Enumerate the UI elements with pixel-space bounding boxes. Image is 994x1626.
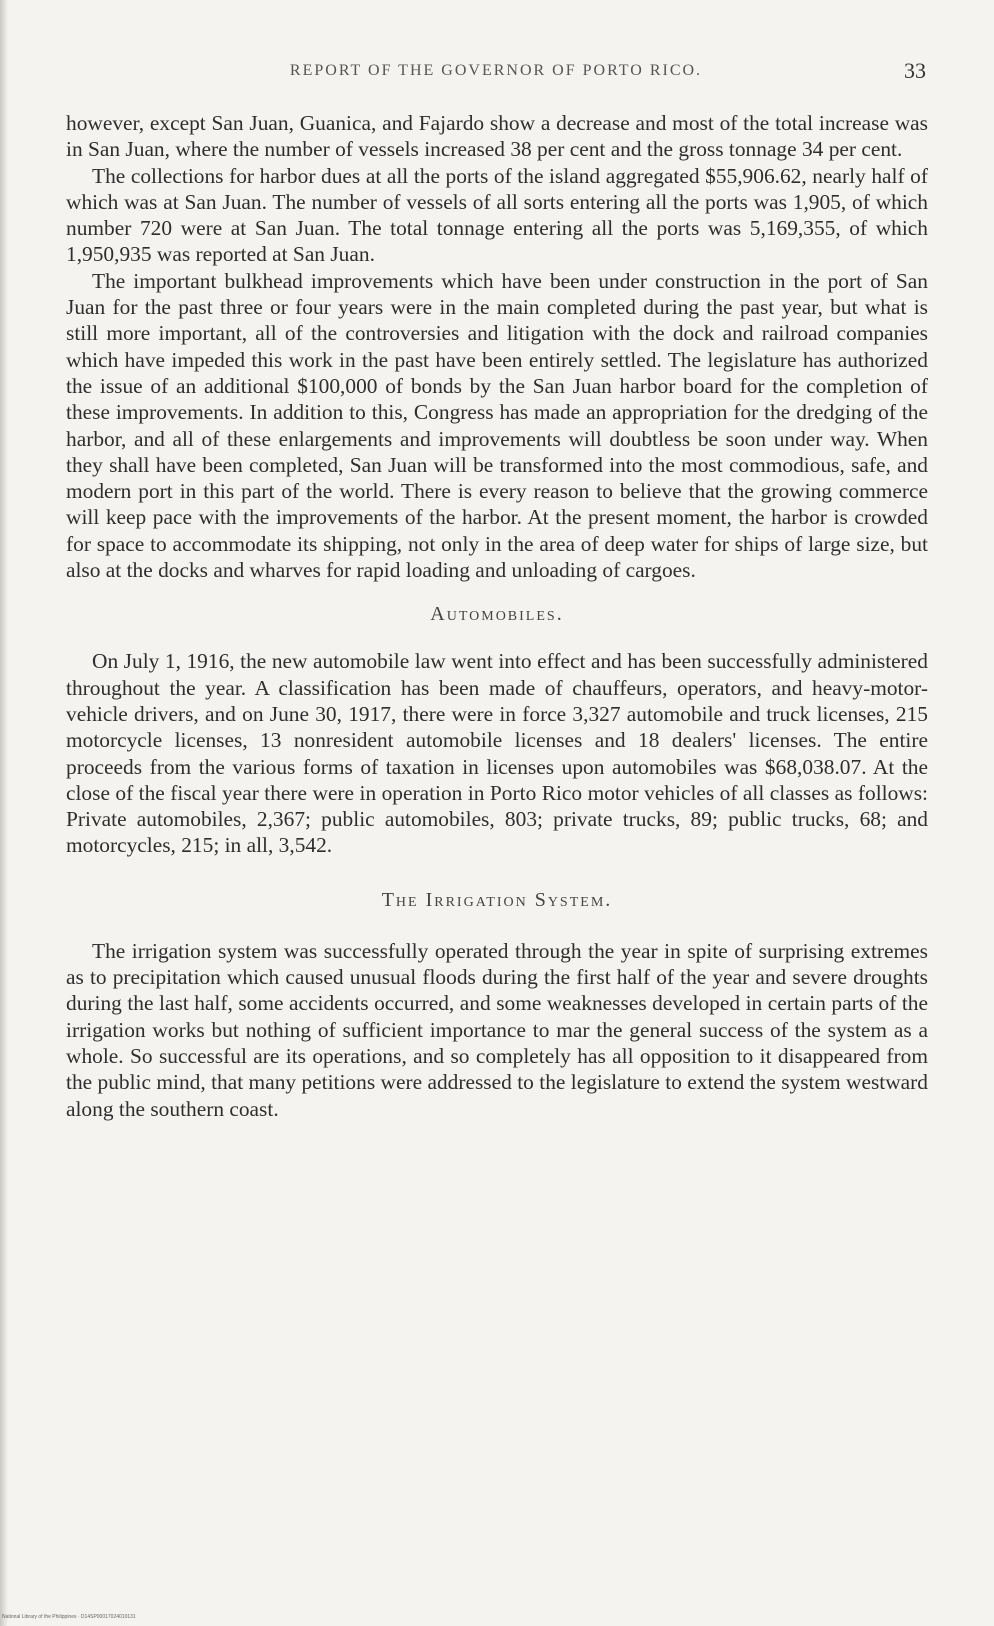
- paragraph-automobiles: On July 1, 1916, the new automobile law went into effect and has been successfully administered throughout the year. A classification has been made of chauffeurs, operators, and heavy-motor-vehicle drivers, and on June 30, 1917, there were in force 3,327 automobile and truck licenses, 215 motorcycle licenses, 13 nonresident automobile licenses and 18 dealers' licenses. The entire proceeds from the various forms of taxation in licenses upon automobiles was $68,038.07. At the close of the fiscal year there were in operation in Porto Rico motor vehicles of all classes as follows: Private automobiles, 2,367; public automobiles, 803; private trucks, 89; public trucks, 68; and motorcycles, 215; in all, 3,542.: [66, 649, 928, 858]
- footer-credit: National Library of the Philippines · D14SP00017024010131: [2, 1614, 136, 1620]
- body-text: [66, 110, 928, 1122]
- paragraph-bulkhead-improvements: The important bulkhead improvements which have been under construction in the port of San Juan for the past three or four years were in the main completed during the past year, but what is still more important, all of the controversies and litigation with the dock and railroad companies which have impeded this work in the past have been entirely settled. The legislature has authorized the issue of an additional $100,000 of bonds by the San Juan harbor board for the completion of these improvements. In addition to this, Congress has made an appropriation for the dredging of the harbor, and all of these enlargements and improvements will doubtless be soon under way. When they shall have been completed, San Juan will be transformed into the most commodious, safe, and modern port in this part of the world. There is every reason to believe that the growing commerce will keep pace with the improvements of the harbor. At the present moment, the harbor is crowded for space to accommodate its shipping, not only in the area of deep water for ships of large size, but also at the docks and wharves for rapid loading and unloading of cargoes.: [66, 268, 928, 583]
- page-edge-shadow: [0, 0, 8, 1626]
- paragraph-harbor-continued: however, except San Juan, Guanica, and Fajardo show a decrease and most of the total increase was in San Juan, where the number of vessels increased 38 per cent and the gross tonnage 34 per cent.: [66, 111, 928, 162]
- paragraph-irrigation: The irrigation system was successfully operated through the year in spite of surprising extremes as to precipitation which caused unusual floods during the first half of the year and severe droughts during the last half, some accidents occurred, and some weaknesses developed in certain parts of the irrigation works but nothing of sufficient importance to mar the general success of the system as a whole. So successful are its operations, and so completely has all opposition to it disappeared from the public mind, that many petitions were addressed to the legislature to extend the system westward along the southern coast.: [66, 938, 928, 1121]
- section-heading-automobiles: Automobiles.: [430, 603, 564, 626]
- section-heading-irrigation: The Irrigation System.: [381, 888, 613, 911]
- running-head: [66, 58, 926, 88]
- page-number: 33: [904, 58, 926, 83]
- running-title: REPORT OF THE GOVERNOR OF PORTO RICO.: [289, 62, 703, 79]
- paragraph-harbor-dues: The collections for harbor dues at all the ports of the island aggregated $55,906.62, nearly half of which was at San Juan. The number of vessels of all sorts entering all the ports was 1,905, of which number 720 were at San Juan. The total tonnage entering all the ports was 5,169,355, of which 1,950,935 was reported at San Juan.: [66, 163, 928, 267]
